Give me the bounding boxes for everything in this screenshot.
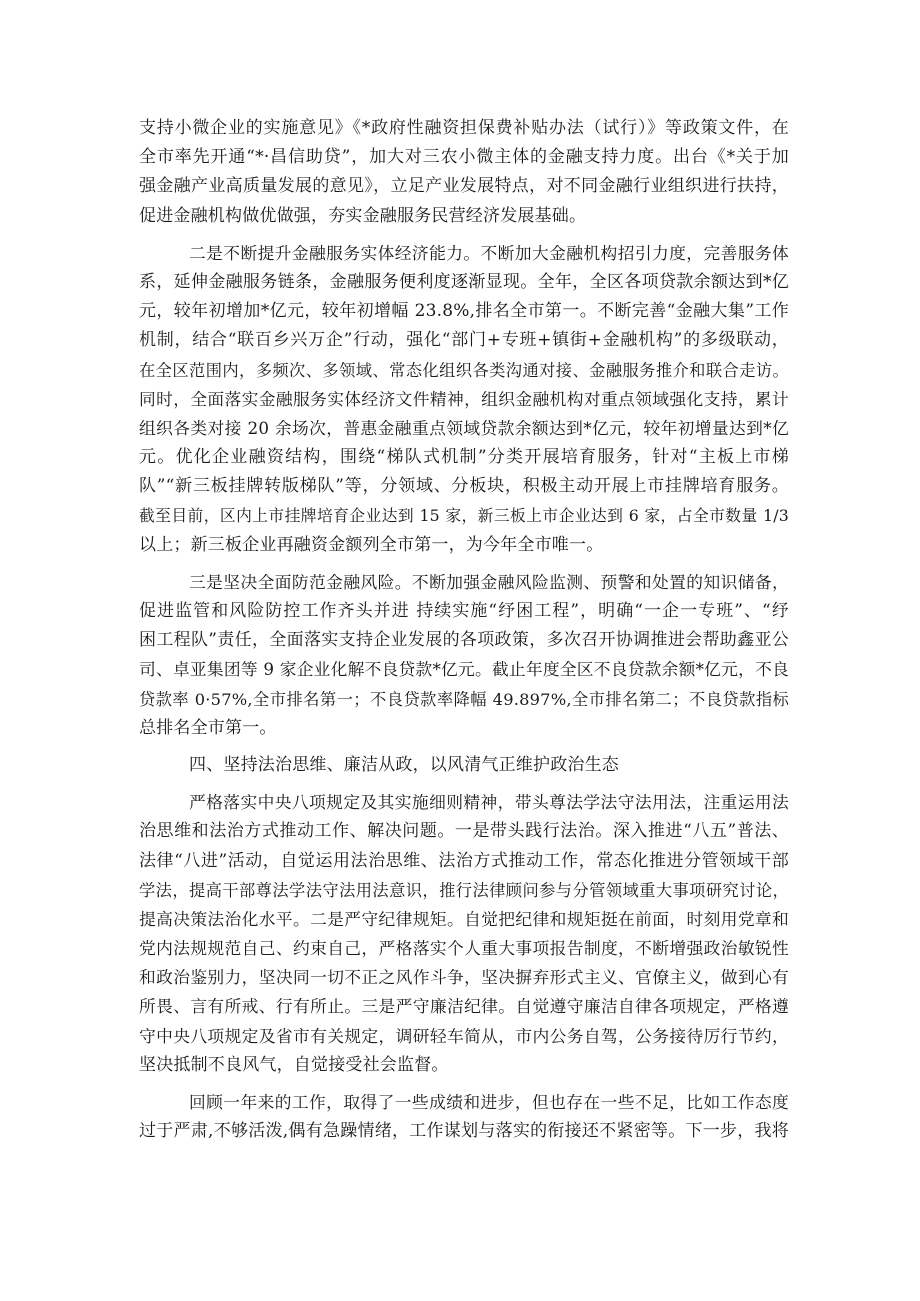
text-line: 回顾一年来的工作，取得了一些成绩和进步，但也存在一些不足，比如工作态度 [189,1092,789,1112]
section-heading [139,751,789,780]
text-line: 治思维和法治方式推动工作、解决问题。一是带头践行法治。深入推进“八五”普法、 [139,821,789,842]
paragraph-finance-service [139,239,789,560]
paragraph-review [139,1088,789,1146]
text-line: 司、卓亚集团等 9 家企业化解不良贷款*亿元。截止年度全区不良贷款余额*亿元，不良 [139,659,789,680]
text-line: 党内法规规范自己、约束自己，严格落实个人重大事项报告制度，不断增强政治敏锐性 [139,938,789,959]
text-line: 队”“新三板挂牌转版梯队”等，分领域、分板块，积极主动开展上市挂牌培育服务。 [139,476,789,497]
text-line: 提高决策法治化水平。二是严守纪律规矩。自觉把纪律和规矩挺在前面，时刻用党章和 [139,908,789,929]
text-line: 截至目前，区内上市挂牌培育企业达到 15 家，新三板上市企业达到 6 家，占全市数量 1/3 [139,506,789,526]
text-line: 贷款率 0·57%,全市排名第一；不良贷款率降幅 49.897%,全市排名第二；不良贷款指标 [139,689,789,709]
paragraph-rule-of-law [139,788,789,1080]
text-line: 二是不断提升金融服务实体经济能力。不断加大金融机构招引力度，完善服务体 [189,242,789,263]
paragraph-risk-prevention [139,568,789,743]
text-line: 支持小微企业的实施意见》《*政府性融资担保费补贴办法（试行）》等政策文件，在 [139,118,789,138]
text-line: 困工程队”责任，全面落实支持企业发展的各项政策，多次召开协调推进会帮助鑫亚公 [139,630,789,651]
text-line: 系，延伸金融服务链条，金融服务便利度逐渐显现。全年，全区各项贷款余额达到*亿 [139,271,789,292]
text-line: 总排名全市第一。 [139,717,277,738]
text-line: 坚决抵制不良风气，自觉接受社会监督。 [139,1054,449,1075]
text-line: 在全区范围内，多频次、多领域、常态化组织各类沟通对接、金融服务推介和联合走访。 [139,360,789,380]
text-line: 过于严肃,不够活泼,偶有急躁情绪，工作谋划与落实的衔接还不紧密等。下一步，我将 [139,1121,789,1142]
text-line: 守中央八项规定及省市有关规定，调研轻车简从，市内公务自驾，公务接待厉行节约， [139,1025,789,1046]
text-line: 全市率先开通“*·昌信助贷”，加大对三农小微主体的金融支持力度。出台《*关于加 [139,147,789,168]
text-line: 严格落实中央八项规定及其实施细则精神，带头尊法学法守法用法，注重运用法 [189,792,789,813]
text-line: 组织各类对接 20 余场次，普惠金融重点领域贷款余额达到*亿元，较年初增量达到*亿 [139,417,789,438]
text-line: 学法，提高干部尊法学法守法用法意识，推行法律顾问参与分管领域重大事项研究讨论， [139,880,789,900]
text-line: 同时，全面落实金融服务实体经济文件精神，组织金融机构对重点领域强化支持，累计 [139,388,789,409]
text-line: 强金融产业高质量发展的意见》，立足产业发展特点，对不同金融行业组织进行扶持， [139,176,789,197]
text-line: 和政治鉴别力，坚决同一切不正之风作斗争，坚决摒弃形式主义、官僚主义，做到心有 [139,967,789,988]
paragraph-policy-support [139,114,789,231]
text-line: 以上；新三板企业再融资金额列全市第一，为今年全市唯一。 [139,534,604,555]
text-line: 所畏、言有所戒、行有所止。三是严守廉洁纪律。自觉遵守廉洁自律各项规定，严格遵 [139,996,789,1017]
text-line: 元，较年初增加*亿元，较年初增幅 23.8%,排名全市第一。不断完善“金融大集”工作 [139,301,789,322]
document-page [139,114,789,1154]
text-line: 机制，结合“联百乡兴万企”行动，强化“部门+专班+镇街+金融机构”的多级联动， [139,330,789,351]
text-line: 促进监管和风险防控工作齐头并进 持续实施“纾困工程”，明确“一企一专班”、“纾 [139,601,789,621]
text-line: 元。优化企业融资结构，围绕“梯队式机制”分类开展培育服务，针对“主板上市梯 [139,447,789,468]
text-line: 法律“八进”活动，自觉运用法治思维、法治方式推动工作，常态化推进分管领域干部 [139,850,789,871]
text-line: 促进金融机构做优做强，夯实金融服务民营经济发展基础。 [139,205,587,226]
heading-text: 四、坚持法治思维、廉洁从政，以风清气正维护政治生态 [189,754,619,775]
text-line: 三是坚决全面防范金融风险。不断加强金融风险监测、预警和处置的知识储备， [189,571,789,592]
